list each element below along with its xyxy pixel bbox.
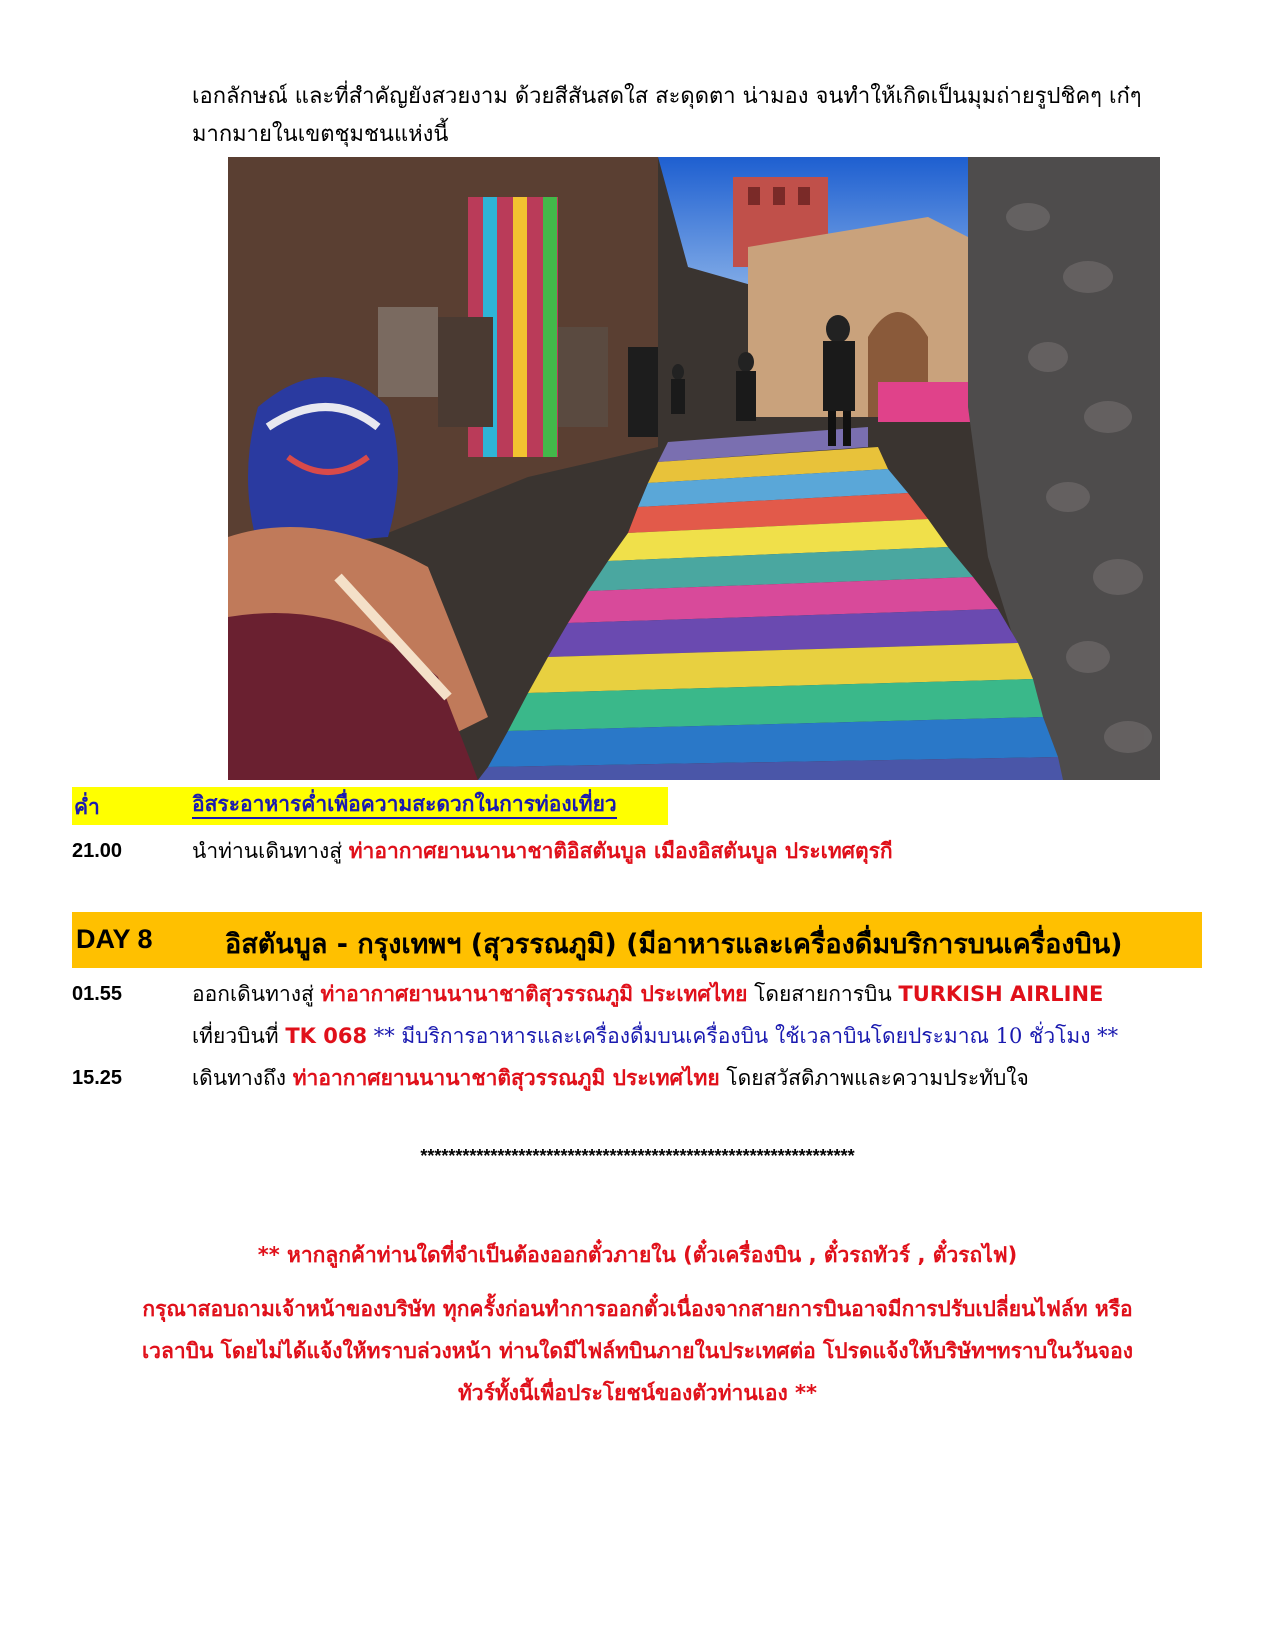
itinerary-0155-line1: [192, 979, 1103, 1009]
day-title: อิสตันบูล - กรุงเทพฯ (สุวรรณภูมิ) (มีอาหารและเครื่องดื่มบริการบนเครื่องบิน): [225, 929, 1123, 960]
itinerary-1525-prefix: เดินทางถึง: [192, 1066, 293, 1090]
intro-line-1: เอกลักษณ์ และที่สำคัญยังสวยงาม ด้วยสีสันสดใส สะดุดตา น่ามอง จนทำให้เกิดเป็นมุมถ่ายรูปชิคๆ เก๋ๆ: [192, 84, 1142, 109]
flight-note: ** มีบริการอาหารและเครื่องดื่มบนเครื่องบิน ใช้เวลาบินโดยประมาณ 10 ชั่วโมง **: [367, 1024, 1119, 1048]
notice-line-1: ** หากลูกค้าท่านใดที่จำเป็นต้องออกตั๋วภายใน (ตั๋วเครื่องบิน , ตั๋วรถทัวร์ , ตั๋วรถไฟ): [257, 1243, 1018, 1267]
notice-line-2: กรุณาสอบถามเจ้าหน้าของบริษัท ทุกครั้งก่อนทำการออกตั๋วเนื่องจากสายการบินอาจมีการปรับเปลี่ยนไฟล์ท หรือ: [142, 1297, 1133, 1321]
meal-label: ค่ำ: [74, 795, 100, 819]
airline-name: TURKISH AIRLINE: [898, 982, 1104, 1006]
day8-header: [72, 912, 1202, 968]
itinerary-0155-mid: โดยสายการบิน: [747, 982, 899, 1006]
asterisk-divider: **************************************************************: [420, 1146, 855, 1166]
itinerary-0155-line2: [192, 1021, 1118, 1051]
time-0155: 01.55: [72, 983, 123, 1005]
itinerary-1525: [192, 1063, 1029, 1093]
notice-line-4: ทัวร์ทั้งนี้เพื่อประโยชน์ของตัวท่านเอง **: [457, 1381, 818, 1405]
itinerary-0155-prefix: ออกเดินทางสู่: [192, 982, 321, 1006]
time-2100: 21.00: [72, 840, 123, 862]
itinerary-2100: [192, 836, 893, 866]
itinerary-1525-suffix: โดยสวัสดิภาพและความประทับใจ: [719, 1066, 1029, 1090]
dinner-row: [72, 787, 668, 825]
intro-paragraph: [192, 78, 1202, 154]
intro-line-2: มากมายในเขตชุมชนแห่งนี้: [192, 122, 449, 147]
meal-text: อิสระอาหารค่ำเพื่อความสะดวกในการท่องเที่ยว: [192, 791, 617, 819]
itinerary-2100-prefix: นำท่านเดินทางสู่: [192, 839, 349, 863]
itinerary-1525-airport: ท่าอากาศยานนานาชาติสุวรรณภูมิ ประเทศไทย: [292, 1066, 720, 1090]
itinerary-2100-destination: ท่าอากาศยานนานาชาติอิสตันบูล เมืองอิสตันบูล ประเทศตุรกี: [348, 839, 893, 863]
flight-number: TK 068: [285, 1024, 368, 1048]
notice-line-3: เวลาบิน โดยไม่ได้แจ้งให้ทราบล่วงหน้า ท่านใดมีไฟล์ทบินภายในประเทศต่อ โปรดแจ้งให้บริษัทฯทราบในวันจอง: [142, 1339, 1133, 1363]
day-label: DAY 8: [76, 924, 153, 954]
itinerary-0155-airport: ท่าอากาศยานนานาชาติสุวรรณภูมิ ประเทศไทย: [320, 982, 748, 1006]
flight-prefix: เที่ยวบินที่: [192, 1024, 286, 1048]
time-1525: 15.25: [72, 1067, 123, 1089]
rainbow-stairs-photo: [228, 157, 1160, 780]
